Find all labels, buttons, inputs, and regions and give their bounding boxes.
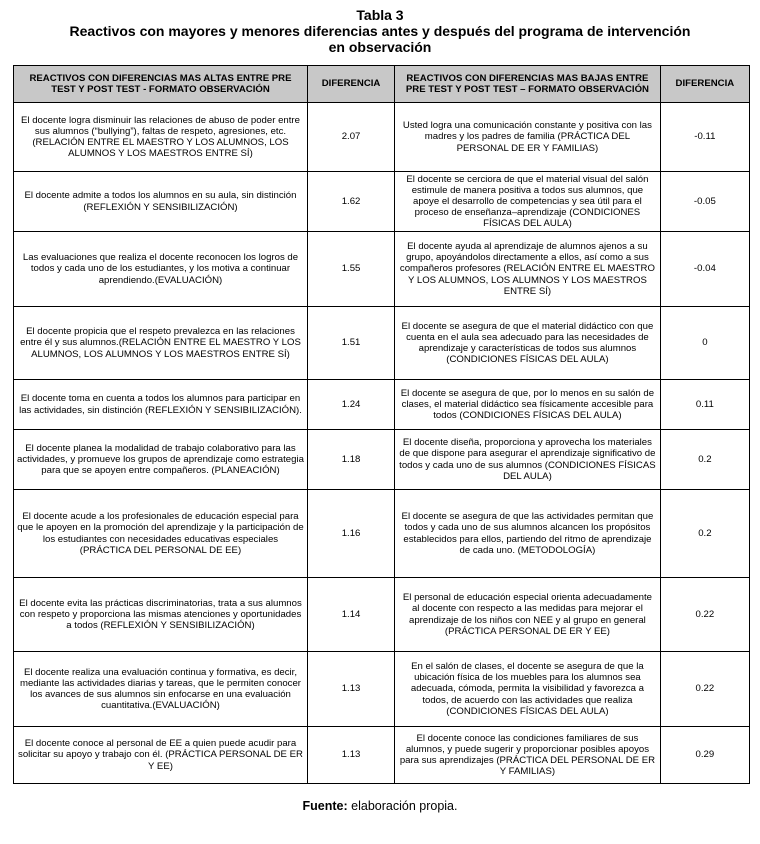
high-item-text: El docente logra disminuir las relaciones de abuso de poder entre sus alumnos (“bullying”), faltas de respeto, agresiones, etc.(RELACIÓN ENTRE EL MAESTRO Y LOS ALUMNOS, LOS ALUMNOS Y LOS MAESTROS ENTRE SÍ) (14, 103, 308, 172)
high-item-difference: 1.16 (307, 490, 394, 578)
low-item-text: En el salón de clases, el docente se asegura de que la ubicación física de los muebles para los alumnos sea adecuada, cómoda, permita la visibilidad y favorezca a todos, de acuerdo con las actividades que realiza (CONDICIONES FÍSICAS DEL AULA) (395, 652, 661, 727)
high-item-text: El docente conoce al personal de EE a quien puede acudir para solicitar su apoyo y trabajo con él. (PRÁCTICA PERSONAL DE ER Y EE) (14, 727, 308, 784)
low-item-difference: 0.2 (660, 490, 749, 578)
header-high-difference: DIFERENCIA (307, 66, 394, 103)
source-note (0, 799, 760, 813)
table-row (14, 727, 750, 784)
high-item-difference: 1.18 (307, 430, 394, 490)
high-item-text: El docente acude a los profesionales de educación especial para que le apoyen en la promoción del aprendizaje y la participación de los estudiantes con necesidades educativas especiales (PRÁCTICA DEL PERSONAL DE EE) (14, 490, 308, 578)
low-item-difference: -0.11 (660, 103, 749, 172)
low-item-text: El docente ayuda al aprendizaje de alumnos ajenos a su grupo, apoyándolos directamente a ellos, así como a sus compañeros profesores (RELACIÓN ENTRE EL MAESTRO Y LOS ALUMNOS, LOS ALUMNOS Y LOS MAESTROS ENTRE SÍ) (395, 232, 661, 307)
table-row (14, 490, 750, 578)
table-header-row (14, 66, 750, 103)
low-item-text: El docente diseña, proporciona y aprovecha los materiales de que dispone para asegurar el aprendizaje significativo de todos y cada uno de sus alumnos (CONDICIONES FÍSICAS DEL AULA) (395, 430, 661, 490)
high-item-text: El docente toma en cuenta a todos los alumnos para participar en las actividades, sin distinción (REFLEXIÓN Y SENSIBILIZACIÓN). (14, 380, 308, 430)
low-item-text: El docente conoce las condiciones familiares de sus alumnos, y puede sugerir y proporcionar posibles apoyos para sus aprendizajes (PRÁCTICA DEL PERSONAL DE ER Y FAMILIAS) (395, 727, 661, 784)
results-table (13, 65, 750, 784)
low-item-difference: -0.04 (660, 232, 749, 307)
low-item-difference: -0.05 (660, 172, 749, 232)
low-item-difference: 0.29 (660, 727, 749, 784)
high-item-difference: 1.14 (307, 578, 394, 652)
high-item-difference: 1.13 (307, 652, 394, 727)
table-title: Reactivos con mayores y menores diferencias antes y después del programa de intervención en observación (69, 23, 691, 55)
low-item-text: Usted logra una comunicación constante y positiva con las madres y los padres de familia (PRÁCTICA DEL PERSONAL DE ER Y FAMILIAS) (395, 103, 661, 172)
header-high-items: REACTIVOS CON DIFERENCIAS MAS ALTAS ENTRE PRE TEST Y POST TEST - FORMATO OBSERVACIÓN (14, 66, 308, 103)
header-low-difference: DIFERENCIA (660, 66, 749, 103)
table-row (14, 430, 750, 490)
table-row (14, 578, 750, 652)
low-item-text: El docente se asegura de que el material didáctico con que cuenta en el aula sea adecuado para las necesidades de aprendizaje y características de todos sus alumnos (CONDICIONES FÍSICAS DEL AULA) (395, 307, 661, 380)
high-item-difference: 1.62 (307, 172, 394, 232)
header-low-items: REACTIVOS CON DIFERENCIAS MAS BAJAS ENTRE PRE TEST Y POST TEST – FORMATO OBSERVACIÓN (395, 66, 661, 103)
high-item-difference: 1.24 (307, 380, 394, 430)
source-text: elaboración propia. (347, 799, 458, 813)
table-row (14, 103, 750, 172)
table-row (14, 652, 750, 727)
low-item-text: El docente se asegura de que las actividades permitan que todos y cada uno de sus alumnos alcancen los propósitos establecidos para ellos, partiendo del ritmo de aprendizaje de cada uno. (METODOLOGÍA) (395, 490, 661, 578)
high-item-text: El docente evita las prácticas discriminatorias, trata a sus alumnos con respeto y proporciona las mismas atenciones y oportunidades a todos (REFLEXIÓN Y SENSIBILIZACIÓN) (14, 578, 308, 652)
high-item-difference: 1.13 (307, 727, 394, 784)
low-item-difference: 0.11 (660, 380, 749, 430)
table-row (14, 172, 750, 232)
low-item-text: El personal de educación especial orienta adecuadamente al docente con respecto a las medidas para mejorar el aprendizaje de los niños con NEE y al grupo en general (PRÁCTICA PERSONAL DE ER Y EE) (395, 578, 661, 652)
low-item-difference: 0.22 (660, 652, 749, 727)
table-row (14, 232, 750, 307)
high-item-text: El docente realiza una evaluación continua y formativa, es decir, mediante las actividades diarias y tareas, que le permiten conocer los avances de sus alumnos sin enfocarse en una evaluación cuantitativa.(EVALUACIÓN) (14, 652, 308, 727)
low-item-difference: 0.22 (660, 578, 749, 652)
table-row (14, 307, 750, 380)
low-item-text: El docente se cerciora de que el material visual del salón estimule de manera positiva a todos sus alumnos, que apoye el desarrollo de competencias y sea útil para el proceso de enseñanza–aprendizaje (CONDICIONES FÍSICAS DEL AULA) (395, 172, 661, 232)
low-item-difference: 0.2 (660, 430, 749, 490)
high-item-difference: 1.51 (307, 307, 394, 380)
high-item-text: El docente propicia que el respeto prevalezca en las relaciones entre él y sus alumnos.(RELACIÓN ENTRE EL MAESTRO Y LOS ALUMNOS, LOS ALUMNOS Y LOS MAESTROS ENTRE SÍ) (14, 307, 308, 380)
table-caption: Tabla 3 (356, 7, 404, 23)
low-item-difference: 0 (660, 307, 749, 380)
source-label: Fuente: (302, 799, 348, 813)
high-item-text: El docente planea la modalidad de trabajo colaborativo para las actividades, y promueve los grupos de aprendizaje como estrategia para que se apoyen entre compañeros. (PLANEACIÓN) (14, 430, 308, 490)
high-item-text: El docente admite a todos los alumnos en su aula, sin distinción (REFLEXIÓN Y SENSIBILIZACIÓN) (14, 172, 308, 232)
high-item-text: Las evaluaciones que realiza el docente reconocen los logros de todos y cada uno de los estudiantes, y los motiva a continuar aprendiendo.(EVALUACIÓN) (14, 232, 308, 307)
high-item-difference: 2.07 (307, 103, 394, 172)
high-item-difference: 1.55 (307, 232, 394, 307)
low-item-text: El docente se asegura de que, por lo menos en su salón de clases, el material didáctico sea físicamente accesible para todos (CONDICIONES FÍSICAS DEL AULA) (395, 380, 661, 430)
table-row (14, 380, 750, 430)
